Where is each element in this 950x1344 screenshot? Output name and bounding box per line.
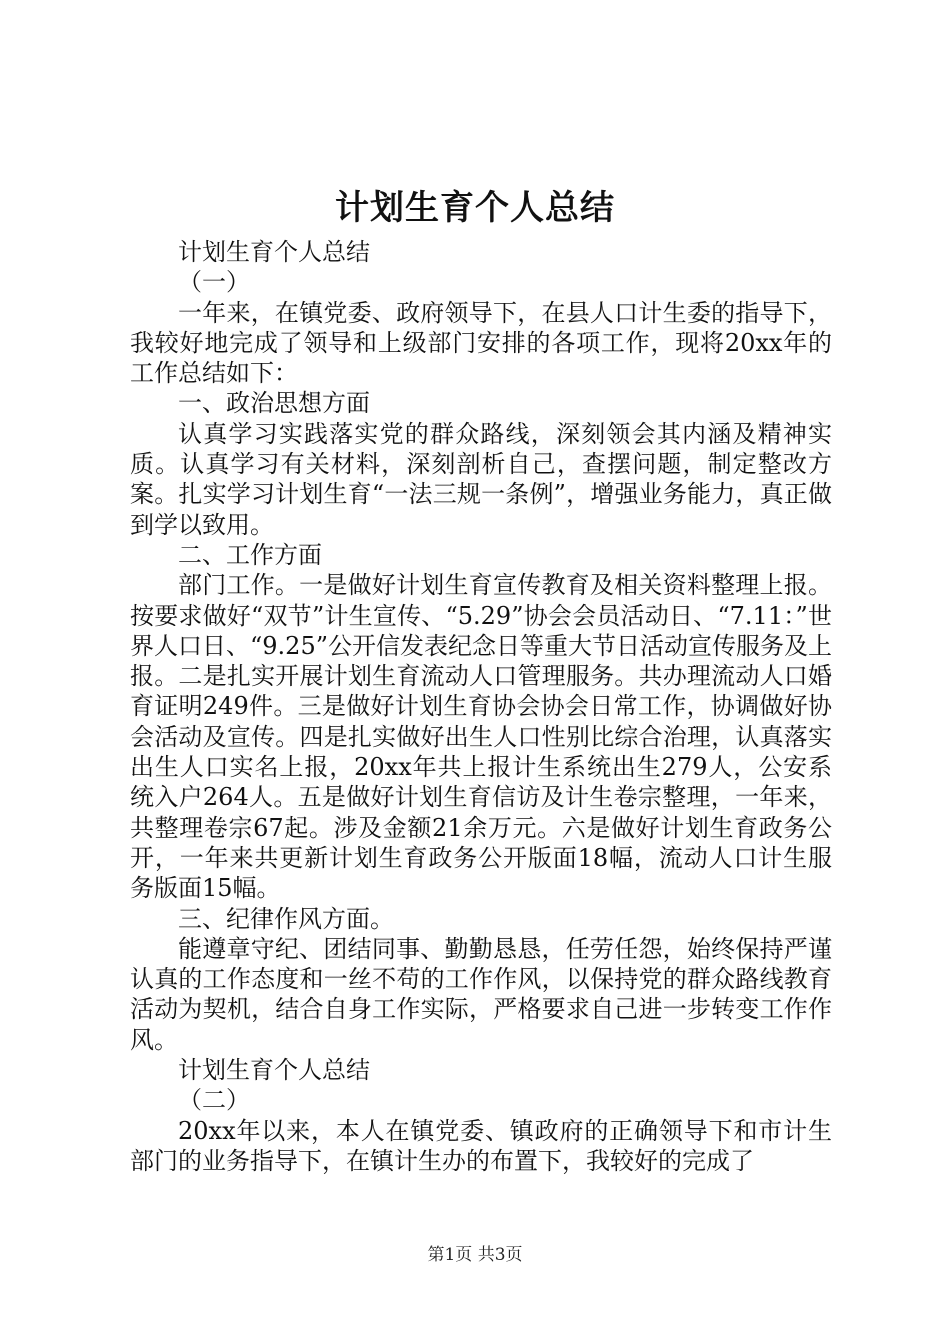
paragraph-discipline-body: 能遵章守纪、团结同事、勤勤恳恳，任劳任怨，始终保持严谨认真的工作态度和一丝不苟的工作作风，以保持党的群众路线教育活动为契机，结合自身工作实际，严格要求自己进一步转变工作作风。 — [130, 934, 832, 1054]
paragraph-discipline-heading: 三、纪律作风方面。 — [178, 904, 394, 933]
paragraph-heading-1: 计划生育个人总结 — [178, 238, 370, 266]
page-footer: 第1页 共3页 — [427, 1245, 523, 1265]
paragraph-section-2-intro: 20xx年以来，本人在镇党委、镇政府的正确领导下和市计生部门的业务指导下，在镇计生办的布置下，我较好的完成了 — [130, 1116, 832, 1175]
document-body — [130, 237, 832, 1176]
paragraph-intro: 一年来，在镇党委、政府领导下，在县人口计生委的指导下，我较好地完成了领导和上级部门安排的各项工作，现将20xx年的工作总结如下： — [130, 298, 832, 388]
paragraph-section-2-label: （二） — [178, 1086, 250, 1115]
paragraph-politics-body: 认真学习实践落实党的群众路线，深刻领会其内涵及精神实质。认真学习有关材料，深刻剖析自己，查摆问题，制定整改方案。扎实学习计划生育“一法三规一条例”，增强业务能力，真正做到学以致用。 — [130, 419, 832, 539]
paragraph-section-1-label: （一） — [178, 268, 250, 297]
document-title: 计划生育个人总结 — [335, 188, 615, 228]
paragraph-politics-heading: 一、政治思想方面 — [178, 389, 370, 418]
paragraph-work-heading: 二、工作方面 — [178, 540, 322, 569]
paragraph-work-body: 部门工作。一是做好计划生育宣传教育及相关资料整理上报。按要求做好“双节”计生宣传、“5.29”协会会员活动日、“7.11：”世界人口日、“9.25”公开信发表纪念日等重大节日活动宣传服务及上报。二是扎实开展计划生育流动人口管理服务。共办理流动人口婚育证明249件。三是做好计划生育协会协会日常工作，协调做好协会活动及宣传。四是扎实做好出生人口性别比综合治理，认真落实出生人口实名上报，20xx年共上报计生系统出生279人，公安系统入户264人。五是做好计划生育信访及计生卷宗整理，一年来，共整理卷宗67起。涉及金额21余万元。六是做好计划生育政务公开，一年来共更新计划生育政务公开版面18幅，流动人口计生服务版面15幅。 — [130, 571, 832, 903]
paragraph-heading-2: 计划生育个人总结 — [178, 1056, 370, 1085]
